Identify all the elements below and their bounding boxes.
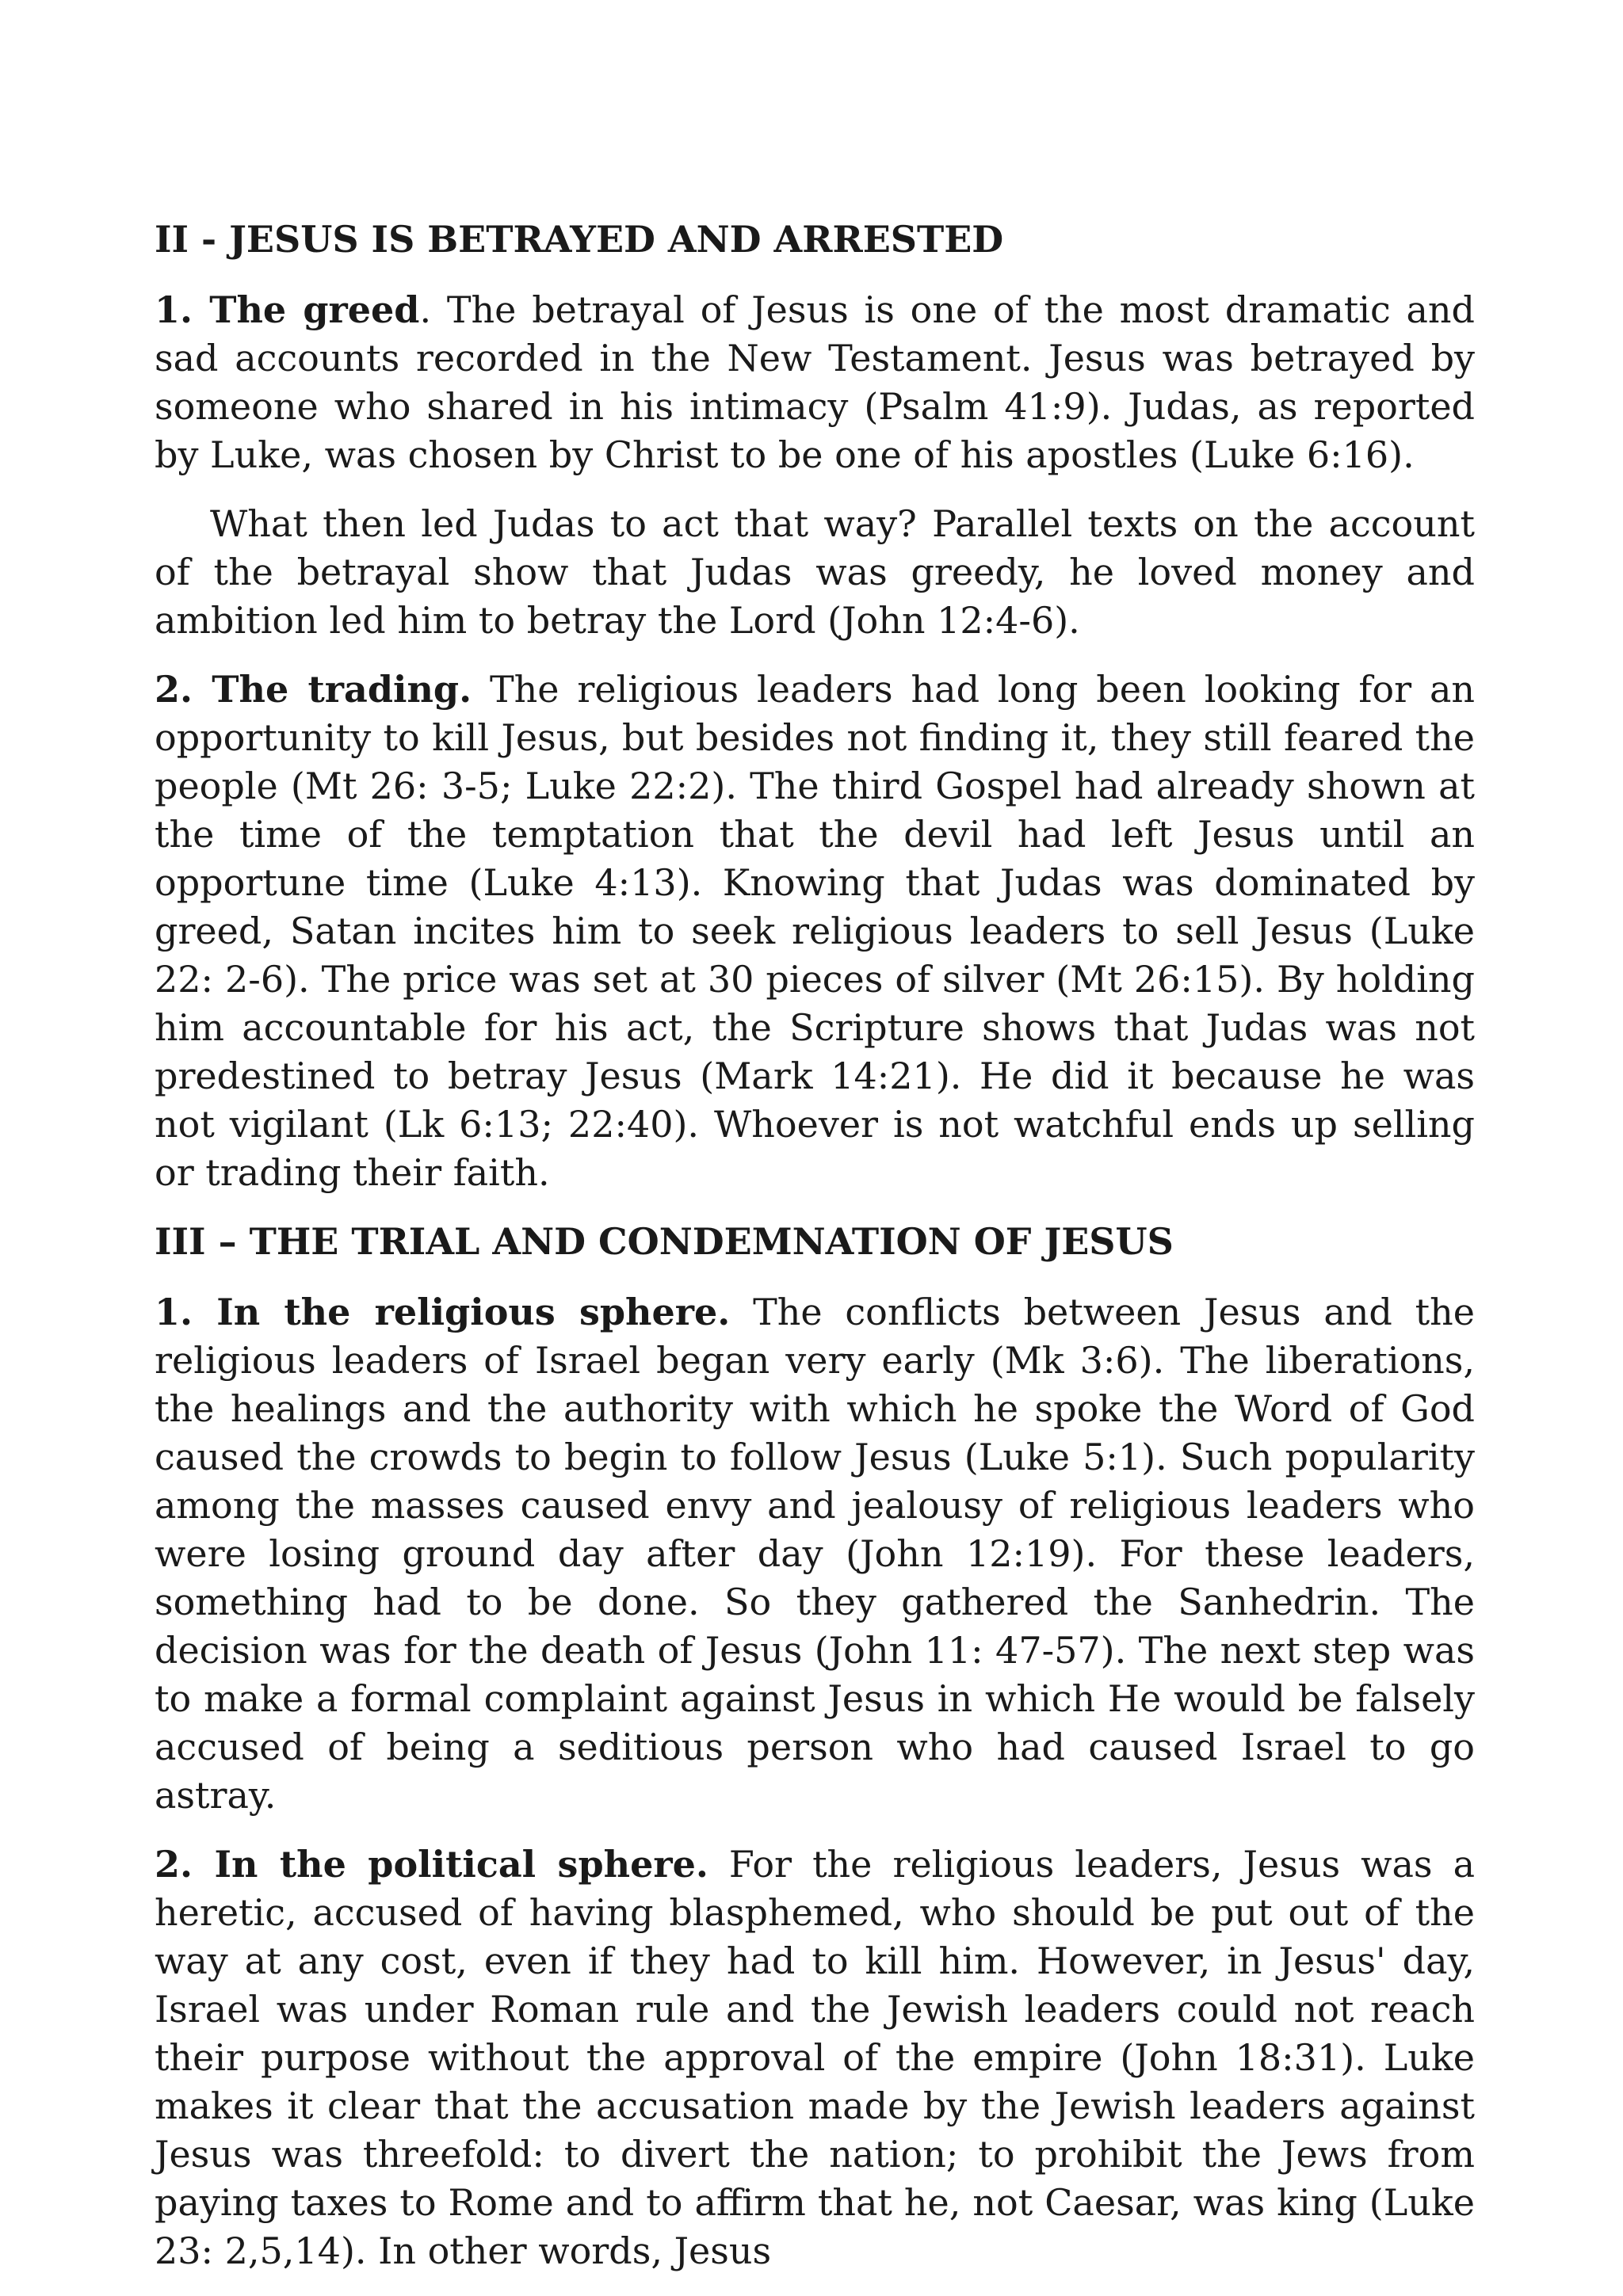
section-heading-trial: III – THE TRIAL AND CONDEMNATION OF JESUS — [155, 1220, 1174, 1263]
paragraph-political-sphere — [155, 1840, 1475, 2275]
section-heading-betrayal: II - JESUS IS BETRAYED AND ARRESTED — [155, 218, 1004, 261]
paragraph-text-judas-motive: What then led Judas to act that way? Parallel texts on the account of the betrayal show that Judas was greedy, he loved money and ambition led him to betray the Lord (John 12:4-6). — [155, 502, 1475, 642]
paragraph-greed — [155, 286, 1475, 479]
paragraph-text-religious-sphere: The conflicts between Jesus and the religious leaders of Israel began very early (Mk 3:6). The liberations, the healings and the authority with which he spoke the Word of God caused the crowds to begin to follow Jesus (Luke 5:1). Such popularity among the masses caused envy and jealousy of religious leaders who were losing ground day after day (John 12:19). For these leaders, something had to be done. So they gathered the Sanhedrin. The decision was for the death of Jesus (John 11: 47-57). The next step was to make a formal complaint against Jesus in which He would be falsely accused of being a seditious person who had caused Israel to go astray. — [155, 1291, 1475, 1817]
paragraph-label-greed: 1. The greed — [155, 288, 420, 331]
paragraph-text-trading: The religious leaders had long been looking for an opportunity to kill Jesus, but besides not finding it, they still feared the people (Mt 26: 3-5; Luke 22:2). The third Gospel had already shown at the time of the temptation that the devil had left Jesus until an opportune time (Luke 4:13). Knowing that Judas was dominated by greed, Satan incites him to seek religious leaders to sell Jesus (Luke 22: 2-6). The price was set at 30 pieces of silver (Mt 26:15). By holding him accountable for his act, the Scripture shows that Judas was not predestined to betray Jesus (Mark 14:21). He did it because he was not vigilant (Lk 6:13; 22:40). Whoever is not watchful ends up selling or trading their faith. — [155, 668, 1475, 1194]
paragraph-religious-sphere — [155, 1288, 1475, 1820]
paragraph-text-political-sphere: For the religious leaders, Jesus was a heretic, accused of having blasphemed, who should be put out of the way at any cost, even if they had to kill him. However, in Jesus' day, Israel was under Roman rule and the Jewish leaders could not reach their purpose without the approval of the empire (John 18:31). Luke makes it clear that the accusation made by the Jewish leaders against Jesus was threefold: to divert the nation; to prohibit the Jews from paying taxes to Rome and to affirm that he, not Caesar, was king (Luke 23: 2,5,14). In other words, Jesus — [155, 1843, 1475, 2272]
paragraph-trading — [155, 666, 1475, 1197]
paragraph-label-religious-sphere: 1. In the religious sphere. — [155, 1291, 731, 1333]
paragraph-judas-motive — [155, 500, 1475, 645]
paragraph-text-greed: . The betrayal of Jesus is one of the most dramatic and sad accounts recorded in the New Testament. Jesus was betrayed by someone who shared in his intimacy (Psalm 41:9). Judas, as reported by Luke, was chosen by Christ to be one of his apostles (Luke 6:16). — [155, 288, 1476, 476]
paragraph-label-political-sphere: 2. In the political sphere. — [155, 1843, 708, 1886]
document-page — [155, 215, 1475, 2296]
paragraph-label-trading: 2. The trading. — [155, 668, 472, 711]
